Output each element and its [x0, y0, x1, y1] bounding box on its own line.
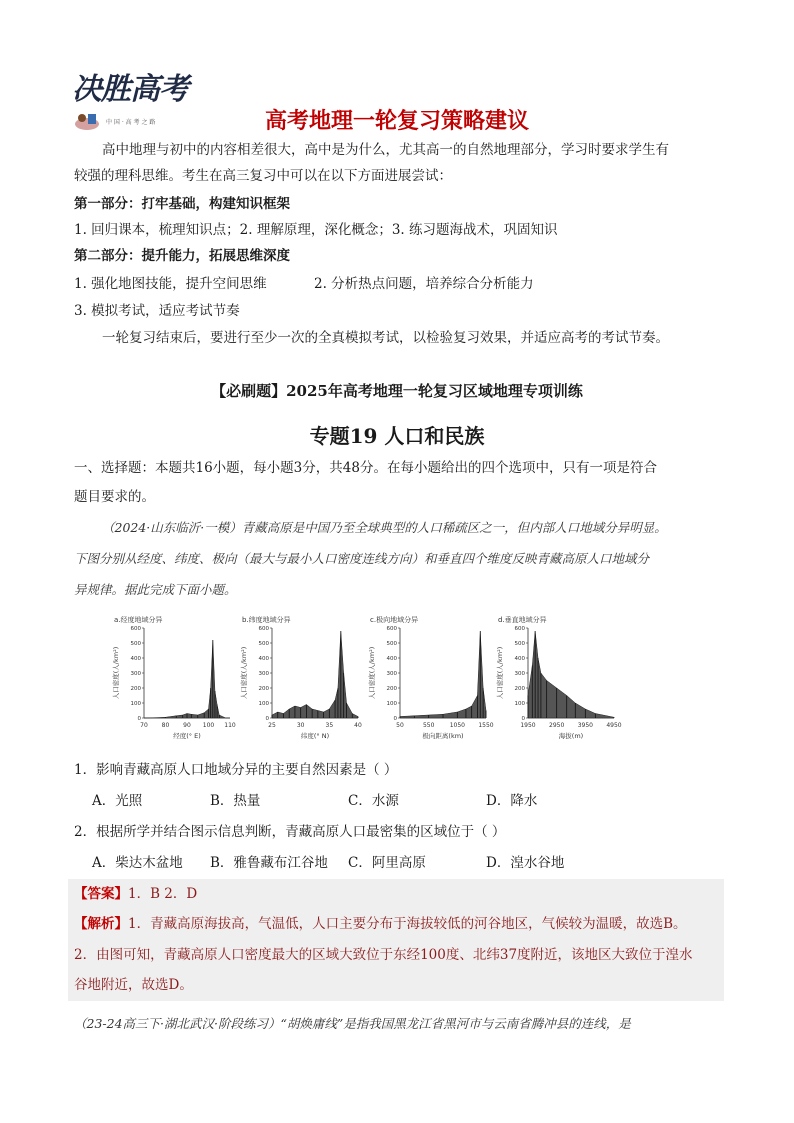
y-axis-label: 人口密度(人/km²)	[112, 646, 120, 700]
x-tick-label: 1050	[449, 722, 465, 729]
chart-panel	[495, 615, 622, 740]
y-tick-label: 600	[130, 626, 141, 632]
y-tick-label: 600	[386, 626, 397, 632]
y-tick-label: 200	[258, 686, 269, 692]
instructions-line-1: 一、选择题：本题共16小题，每小题3分，共48分。在每小题给出的四个选项中，只有一项是符合	[74, 460, 657, 476]
x-tick-label: 4950	[606, 722, 622, 729]
y-tick-label: 400	[514, 656, 525, 662]
y-tick-label: 600	[514, 626, 525, 632]
page-title: 高考地理一轮复习策略建议	[264, 109, 529, 134]
topic-title: 专题19 人口和民族	[309, 424, 485, 448]
y-tick-label: 100	[258, 701, 269, 707]
passage-line-1: （2024·山东临沂·一模）青藏高原是中国乃至全球典型的人口稀疏区之一，但内部人口地域分异明显。	[102, 520, 667, 535]
part2-item-1: 1. 强化地图技能，提升空间思维	[74, 276, 267, 292]
x-tick-label: 3950	[577, 722, 593, 729]
answer-line	[74, 884, 197, 904]
x-tick-label: 1550	[478, 722, 494, 729]
y-tick-label: 400	[258, 656, 269, 662]
y-tick-label: 0	[265, 716, 269, 722]
x-tick-label: 25	[268, 722, 276, 729]
y-tick-label: 300	[514, 671, 525, 677]
chart-panel	[367, 615, 494, 740]
logo-subtitle: 中 国 · 高 考 之 路	[106, 118, 156, 126]
chart-title: d.垂直地域分异	[498, 616, 547, 624]
y-tick-label: 200	[130, 686, 141, 692]
q2-option-b: B．雅鲁藏布江谷地	[210, 855, 328, 871]
y-tick-label: 100	[514, 701, 525, 707]
x-tick-label: 90	[183, 722, 191, 729]
section-title: 【必刷题】2025年高考地理一轮复习区域地理专项训练	[211, 382, 583, 400]
y-tick-label: 200	[386, 686, 397, 692]
q1-option-b: B．热量	[210, 793, 261, 809]
y-tick-label: 300	[258, 671, 269, 677]
y-axis-label: 人口密度(人/km²)	[368, 646, 376, 700]
x-tick-label: 35	[325, 722, 334, 729]
q2-option-a: A．柴达木盆地	[92, 855, 183, 871]
y-tick-label: 300	[130, 671, 141, 677]
analysis-line-1	[74, 914, 687, 934]
analysis-label: 【解析】	[74, 916, 128, 932]
y-tick-label: 400	[130, 656, 141, 662]
part1-heading: 第一部分：打牢基础，构建知识框架	[74, 196, 290, 212]
x-axis-label: 海拔(m)	[558, 732, 584, 740]
x-tick-label: 50	[396, 722, 404, 729]
logo-text: 决胜高考	[72, 72, 188, 107]
question-2-stem: 2．根据所学并结合图示信息判断，青藏高原人口最密集的区域位于（ ）	[74, 824, 506, 840]
y-tick-label: 100	[386, 701, 397, 707]
population-charts	[110, 612, 630, 750]
chart-panel	[111, 615, 236, 740]
y-tick-label: 300	[386, 671, 397, 677]
x-tick-label: 550	[422, 722, 435, 729]
y-tick-label: 500	[386, 641, 397, 647]
x-tick-label: 100	[202, 722, 215, 729]
x-axis-label: 极向距离(km)	[422, 732, 464, 740]
q2-option-c: C．阿里高原	[348, 855, 426, 871]
y-tick-label: 500	[258, 641, 269, 647]
passage-line-2: 下图分别从经度、纬度、极向（最大与最小人口密度连线方向）和垂直四个维度反映青藏高原人口地域分	[74, 551, 650, 566]
x-axis-label: 纬度(° N)	[300, 732, 330, 740]
area-series	[272, 631, 358, 718]
x-tick-label: 30	[296, 722, 305, 729]
part2-note: 一轮复习结束后，要进行至少一次的全真模拟考试，以检验复习效果，并适应高考的考试节奏。	[102, 330, 669, 346]
next-passage: （23-24高三下·湖北武汉·阶段练习）“胡焕庸线”是指我国黑龙江省黑河市与云南省腾冲县的连线，是	[74, 1016, 631, 1031]
answer-label: 【答案】	[74, 886, 128, 902]
y-tick-label: 500	[514, 641, 525, 647]
chart-title: c.极向地域分异	[370, 616, 419, 624]
chart-title: b.纬度地域分异	[242, 616, 291, 624]
question-1-stem: 1．影响青藏高原人口地域分异的主要自然因素是（ ）	[74, 762, 398, 778]
part2-heading: 第二部分：提升能力，拓展思维深度	[74, 248, 290, 264]
intro-line-1: 高中地理与初中的内容相差很大，高中是为什么，尤其高一的自然地理部分，学习时要求学生有	[102, 142, 669, 158]
instructions-line-2: 题目要求的。	[74, 489, 155, 505]
analysis-line-3: 谷地附近，故选D。	[74, 977, 193, 993]
y-tick-label: 100	[130, 701, 141, 707]
x-tick-label: 1950	[520, 722, 536, 729]
q1-option-c: C．水源	[348, 793, 399, 809]
y-tick-label: 500	[130, 641, 141, 647]
y-tick-label: 400	[386, 656, 397, 662]
passage-line-3: 异规律。据此完成下面小题。	[74, 582, 237, 597]
intro-line-2: 较强的理科思维。考生在高三复习中可以在以下方面进展尝试：	[74, 168, 452, 184]
x-tick-label: 40	[354, 722, 362, 729]
q1-option-d: D．降水	[486, 793, 538, 809]
x-tick-label: 110	[224, 722, 236, 729]
answer-text: 1．B 2．D	[128, 886, 198, 902]
part1-items: 1. 回归课本，梳理知识点；2. 理解原理，深化概念；3. 练习题海战术，巩固知识	[74, 222, 558, 238]
y-tick-label: 0	[521, 716, 525, 722]
x-tick-label: 80	[161, 722, 170, 729]
part2-item-2: 2. 分析热点问题，培养综合分析能力	[314, 276, 534, 292]
x-tick-label: 2950	[549, 722, 565, 729]
analysis-line-2: 2．由图可知，青藏高原人口密度最大的区域大致位于东经100度、北纬37度附近，该地区大致位于湟水	[74, 947, 693, 963]
q2-option-d: D．湟水谷地	[486, 855, 565, 871]
analysis-text-1: 1．青藏高原海拔高，气温低，人口主要分布于海拔较低的河谷地区，气候较为温暖，故选B。	[128, 916, 687, 932]
y-tick-label: 600	[258, 626, 269, 632]
chart-title: a.经度地域分异	[114, 616, 163, 624]
y-tick-label: 200	[514, 686, 525, 692]
x-axis-label: 经度(° E)	[173, 732, 201, 740]
x-tick-label: 70	[140, 722, 148, 729]
part2-item-3: 3. 模拟考试，适应考试节奏	[74, 303, 240, 319]
y-axis-label: 人口密度(人/km²)	[240, 646, 248, 700]
chart-panel	[239, 615, 362, 740]
y-tick-label: 0	[137, 716, 141, 722]
y-tick-label: 0	[393, 716, 397, 722]
q1-option-a: A．光照	[92, 793, 143, 809]
y-axis-label: 人口密度(人/km²)	[496, 646, 504, 700]
area-series	[400, 631, 486, 718]
